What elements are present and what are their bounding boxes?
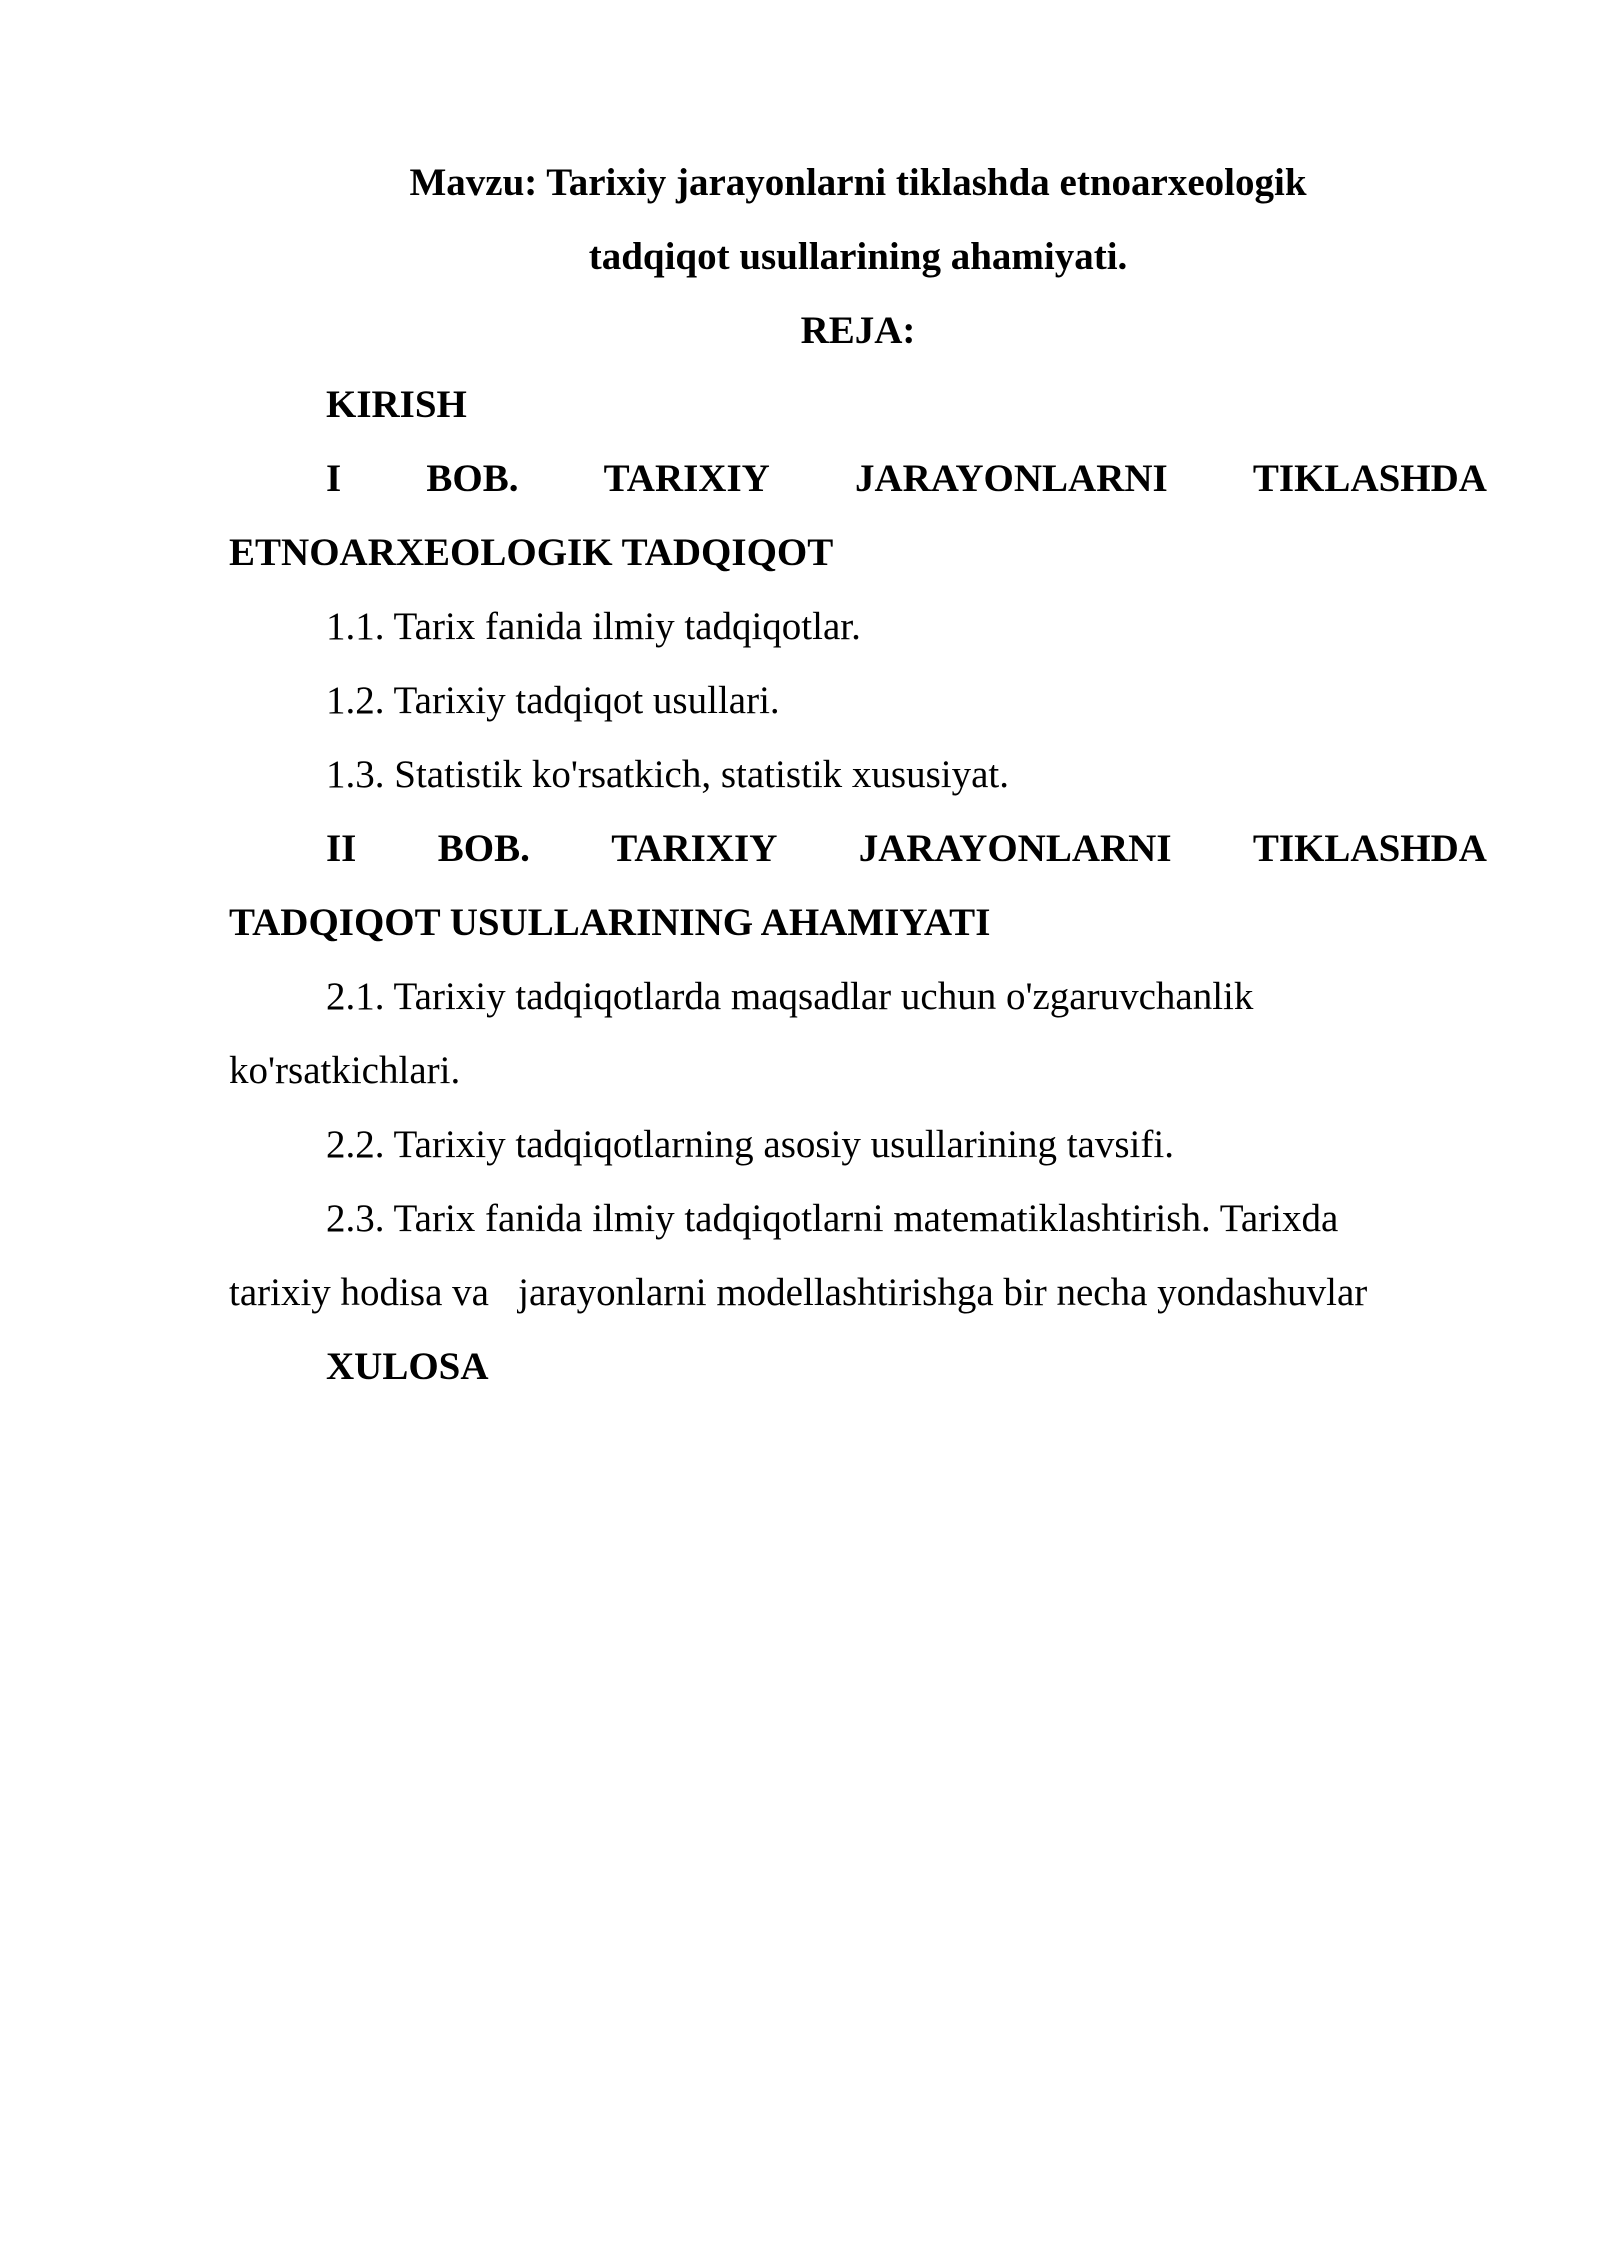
conclusion-heading: XULOSA [326, 1345, 489, 1388]
chapter-1-heading-line-1 [229, 442, 1487, 516]
chapter-1-heading-line-2: ETNOARXEOLOGIK TADQIQOT [229, 531, 834, 574]
chapter-1-word: TIKLASHDA [1252, 457, 1487, 500]
section-1-2: 1.2. Tarixiy tadqiqot usullari. [326, 679, 780, 722]
document-content [229, 146, 1487, 1404]
chapter-2-heading-line-1 [229, 812, 1487, 886]
chapter-1-word: I [326, 457, 342, 500]
chapter-2-word: JARAYONLARNI [858, 827, 1172, 870]
section-2-3-line-1: 2.3. Tarix fanida ilmiy tadqiqotlarni matematiklashtirish. Tarixda [326, 1197, 1339, 1240]
section-1-3: 1.3. Statistik ko'rsatkich, statistik xususiyat. [326, 753, 1010, 796]
chapter-1-word: JARAYONLARNI [854, 457, 1168, 500]
section-1-1: 1.1. Tarix fanida ilmiy tadqiqotlar. [326, 605, 861, 648]
chapter-2-word: II [326, 827, 357, 870]
intro-heading: KIRISH [326, 383, 467, 426]
chapter-2-word: TARIXIY [611, 827, 778, 870]
page-title-line-1: Mavzu: Tarixiy jarayonlarni tiklashda etnoarxeologik [409, 161, 1307, 204]
section-2-3-line-2: tarixiy hodisa va jarayonlarni modellashtirishga bir necha yondashuvlar [229, 1271, 1368, 1314]
plan-heading: REJA: [800, 309, 916, 352]
section-2-1-line-2: ko'rsatkichlari. [229, 1049, 461, 1092]
chapter-2-heading-line-2: TADQIQOT USULLARINING AHAMIYATI [229, 901, 991, 944]
chapter-1-word: BOB. [426, 457, 519, 500]
section-2-1-line-1: 2.1. Tarixiy tadqiqotlarda maqsadlar uchun o'zgaruvchanlik [326, 975, 1254, 1018]
chapter-2-word: BOB. [437, 827, 530, 870]
section-2-2: 2.2. Tarixiy tadqiqotlarning asosiy usullarining tavsifi. [326, 1123, 1174, 1166]
page-title-line-2: tadqiqot usullarining ahamiyati. [588, 235, 1128, 278]
chapter-1-word: TARIXIY [603, 457, 770, 500]
chapter-2-word: TIKLASHDA [1252, 827, 1487, 870]
